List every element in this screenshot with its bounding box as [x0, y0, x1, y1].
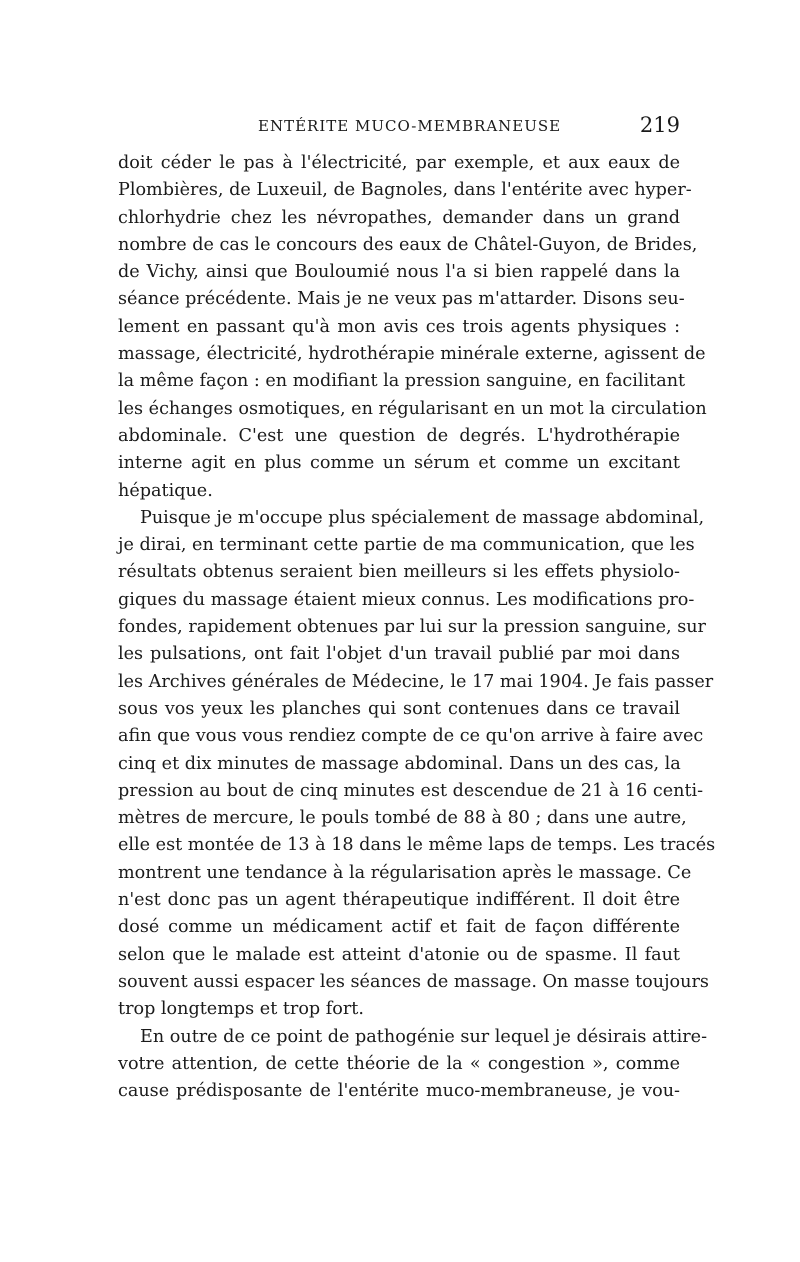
- text-line: je dirai, en terminant cette partie de ma communication, que les: [118, 535, 695, 556]
- text-line: interne agit en plus comme un sérum et comme un excitant: [118, 453, 680, 474]
- running-title: ENTÉRITE MUCO-MEMBRANEUSE: [258, 117, 562, 135]
- text-line: cinq et dix minutes de massage abdominal. Dans un des cas, la: [118, 753, 681, 774]
- text-line: votre attention, de cette théorie de la « congestion », comme: [118, 1053, 680, 1074]
- text-line: lement en passant qu'à mon avis ces trois agents physiques :: [118, 316, 680, 337]
- text-line: dosé comme un médicament actif et fait de façon différente: [118, 917, 680, 938]
- text-line: elle est montée de 13 à 18 dans le même laps de temps. Les tracés: [118, 835, 716, 856]
- text-line: nombre de cas le concours des eaux de Châtel-Guyon, de Brides,: [118, 234, 698, 255]
- text-line: abdominale. C'est une question de degrés. L'hydrothérapie: [118, 425, 680, 446]
- text-line: la même façon : en modifiant la pression sanguine, en facilitant: [118, 371, 686, 392]
- text-line: chlorhydrie chez les névropathes, demander dans un grand: [118, 207, 680, 228]
- text-line: mètres de mercure, le pouls tombé de 88 à 80 ; dans une autre,: [118, 808, 687, 829]
- text-line: sous vos yeux les planches qui sont contenues dans ce travail: [118, 698, 680, 719]
- text-line: Puisque je m'occupe plus spécialement de massage abdominal,: [140, 507, 705, 528]
- page-number: 219: [639, 113, 680, 137]
- text-line: Plombières, de Luxeuil, de Bagnoles, dans l'entérite avec hyper-: [118, 180, 692, 201]
- text-line: souvent aussi espacer les séances de massage. On masse toujours: [118, 971, 709, 992]
- text-line: doit céder le pas à l'électricité, par exemple, et aux eaux de: [118, 153, 680, 173]
- text-line: résultats obtenus seraient bien meilleurs si les effets physiolo-: [118, 562, 680, 583]
- text-line: les pulsations, ont fait l'objet d'un travail publié par moi dans: [118, 644, 680, 665]
- text-line: de Vichy, ainsi que Bouloumié nous l'a si bien rappelé dans la: [118, 262, 680, 283]
- text-line: séance précédente. Mais je ne veux pas m'attarder. Disons seu-: [118, 289, 685, 310]
- text-line: trop longtemps et trop fort.: [118, 999, 364, 1020]
- body-text: [118, 150, 716, 1105]
- text-line: hépatique.: [118, 480, 213, 501]
- text-line: giques du massage étaient mieux connus. Les modifications pro-: [118, 589, 695, 610]
- text-line: n'est donc pas un agent thérapeutique indifférent. Il doit être: [118, 890, 680, 911]
- text-line: En outre de ce point de pathogénie sur lequel je désirais attire-: [140, 1026, 708, 1047]
- text-line: fondes, rapidement obtenues par lui sur la pression sanguine, sur: [118, 617, 706, 638]
- text-line: selon que le malade est atteint d'atonie ou de spasme. Il faut: [118, 944, 680, 965]
- text-line: montrent une tendance à la régularisation après le massage. Ce: [118, 862, 692, 883]
- text-line: afin que vous vous rendiez compte de ce qu'on arrive à faire avec: [118, 726, 704, 747]
- text-line: les Archives générales de Médecine, le 17 mai 1904. Je fais passer: [118, 671, 714, 692]
- text-line: cause prédisposante de l'entérite muco-membraneuse, je vou-: [118, 1081, 680, 1102]
- text-line: massage, électricité, hydrothérapie minérale externe, agissent de: [118, 344, 706, 365]
- text-line: les échanges osmotiques, en régularisant en un mot la circulation: [118, 398, 707, 419]
- page-header: [118, 113, 680, 141]
- text-line: pression au bout de cinq minutes est descendue de 21 à 16 centi-: [118, 780, 704, 801]
